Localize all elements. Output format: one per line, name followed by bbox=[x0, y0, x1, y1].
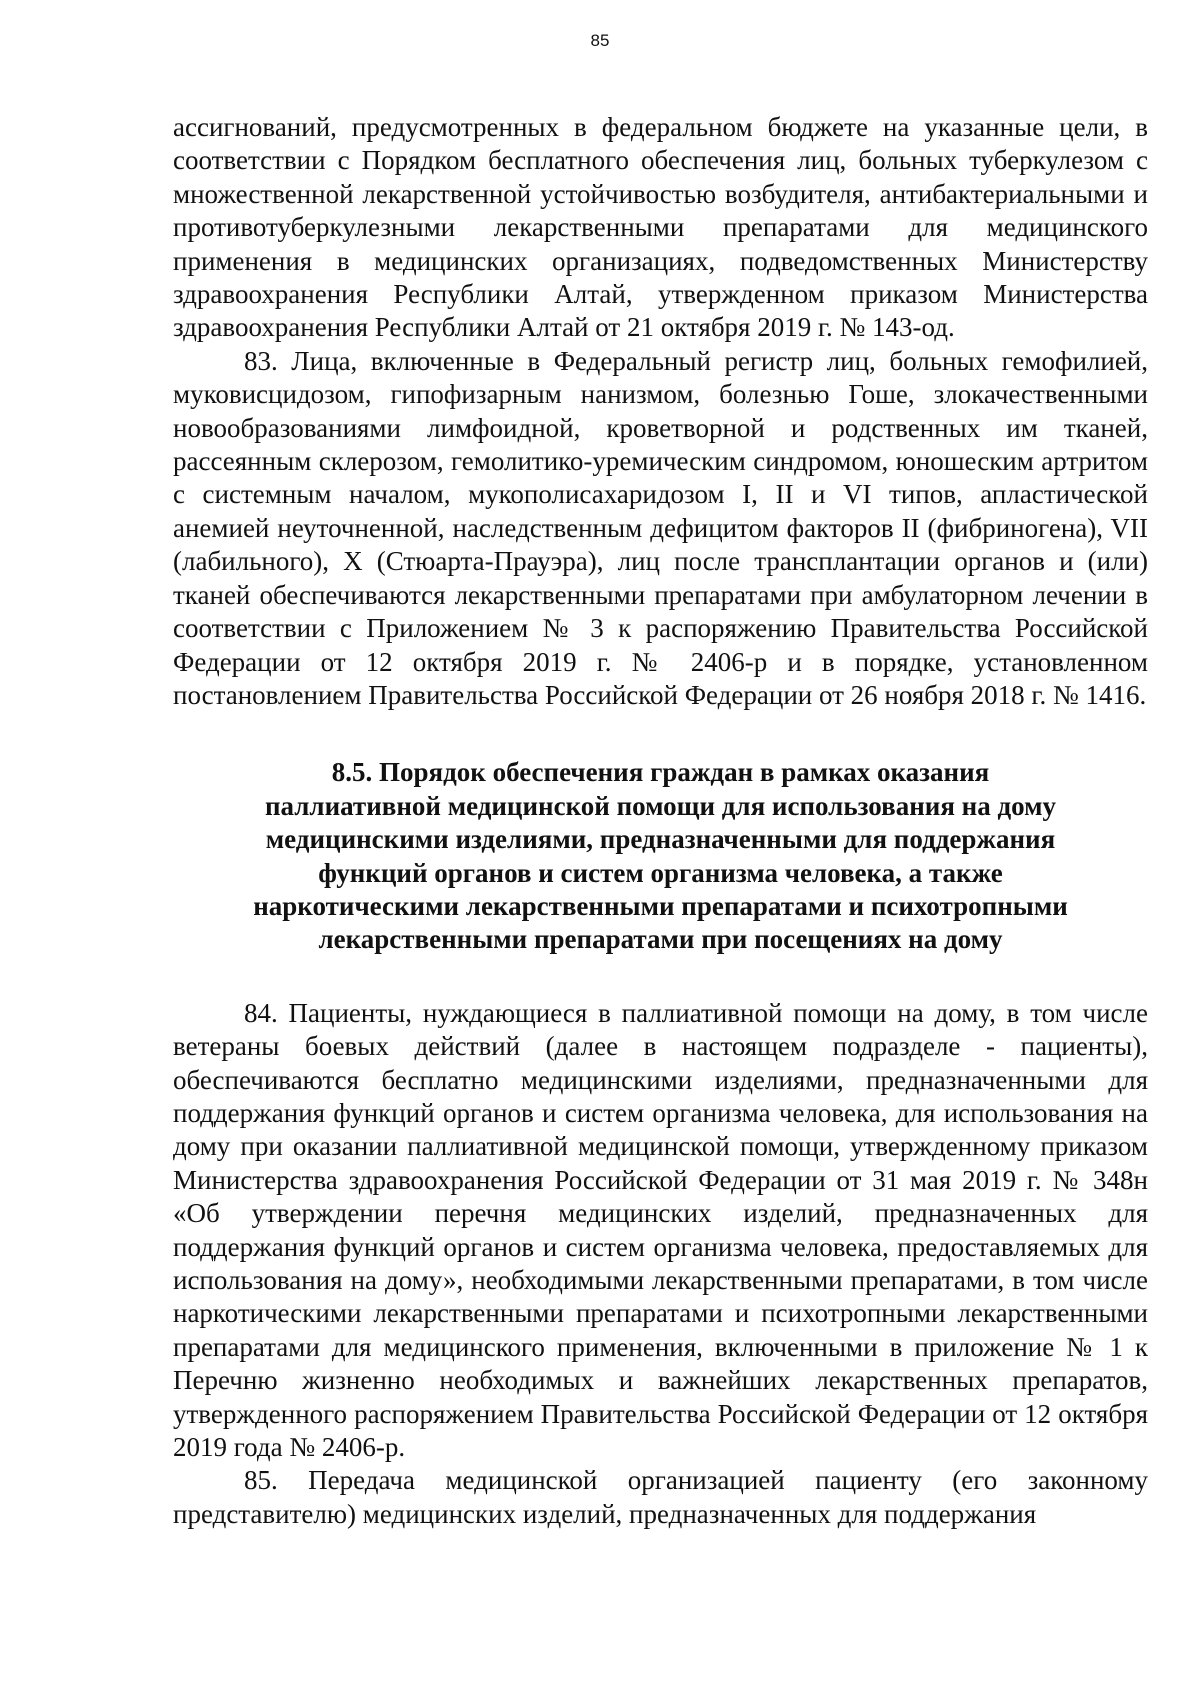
heading-line: лекарственными препаратами при посещениях на дому bbox=[318, 924, 1003, 955]
paragraph-84: 84. Пациенты, нуждающиеся в паллиативной помощи на дому, в том числе ветераны боевых действий (далее в настоящем подразделе - пациенты), обеспечиваются бесплатно медицинскими изделиями, предназначенными для поддержания функций органов и систем организма человека, для использования на дому при оказании паллиативной медицинской помощи, утвержденному приказом Министерства здравоохранения Российской Федерации от 31 мая 2019 г. № 348н «Об утверждении перечня медицинских изделий, предназначенных для поддержания функций органов и систем организма человека, предоставляемых для использования на дому», необходимыми лекарственными препаратами, в том числе наркотическими лекарственными препаратами и психотропными лекарственными препаратами для медицинского применения, включенными в приложение № 1 к Перечню жизненно необходимых и важнейших лекарственных препаратов, утвержденного распоряжением Правительства Российской Федерации от 12 октября 2019 года № 2406-р. bbox=[173, 997, 1148, 1463]
heading-line: паллиативной медицинской помощи для использования на дому bbox=[264, 790, 1057, 821]
heading-line: 8.5. Порядок обеспечения граждан в рамках оказания bbox=[331, 757, 990, 788]
document-body bbox=[173, 111, 1148, 1531]
heading-line: наркотическими лекарственными препаратами и психотропными bbox=[253, 890, 1068, 921]
heading-line: медицинскими изделиями, предназначенными для поддержания bbox=[265, 824, 1056, 855]
section-heading-8-5 bbox=[173, 756, 1148, 956]
heading-line: функций органов и систем организма человека, а также bbox=[318, 857, 1003, 888]
paragraph-83: 83. Лица, включенные в Федеральный регистр лиц, больных гемофилией, муковисцидозом, гипофизарным нанизмом, болезнью Гоше, злокачественными новообразованиями лимфоидной, кроветворной и родственных им тканей, рассеянным склерозом, гемолитико-уремическим синдромом, юношеским артритом с системным началом, мукополисахаридозом I, II и VI типов, апластической анемией неуточненной, наследственным дефицитом факторов II (фибриногена), VII (лабильного), X (Стюарта-Прауэра), лиц после трансплантации органов и (или) тканей обеспечиваются лекарственными препаратами при амбулаторном лечении в соответствии с Приложением № 3 к распоряжению Правительства Российской Федерации от 12 октября 2019 г. № 2406-р и в порядке, установленном постановлением Правительства Российской Федерации от 26 ноября 2018 г. № 1416. bbox=[173, 345, 1148, 710]
page-number: 85 bbox=[590, 31, 610, 50]
paragraph-85: 85. Передача медицинской организацией пациенту (его законному представителю) медицинских изделий, предназначенных для поддержания bbox=[173, 1465, 1148, 1529]
paragraph-continuation: ассигнований, предусмотренных в федеральном бюджете на указанные цели, в соответствии с Порядком бесплатного обеспечения лиц, больных туберкулезом с множественной лекарственной устойчивостью возбудителя, антибактериальными и противотуберкулезными лекарственными препаратами для медицинского применения в медицинских организациях, подведомственных Министерству здравоохранения Республики Алтай, утвержденном приказом Министерства здравоохранения Республики Алтай от 21 октября 2019 г. № 143-од. bbox=[173, 112, 1148, 343]
